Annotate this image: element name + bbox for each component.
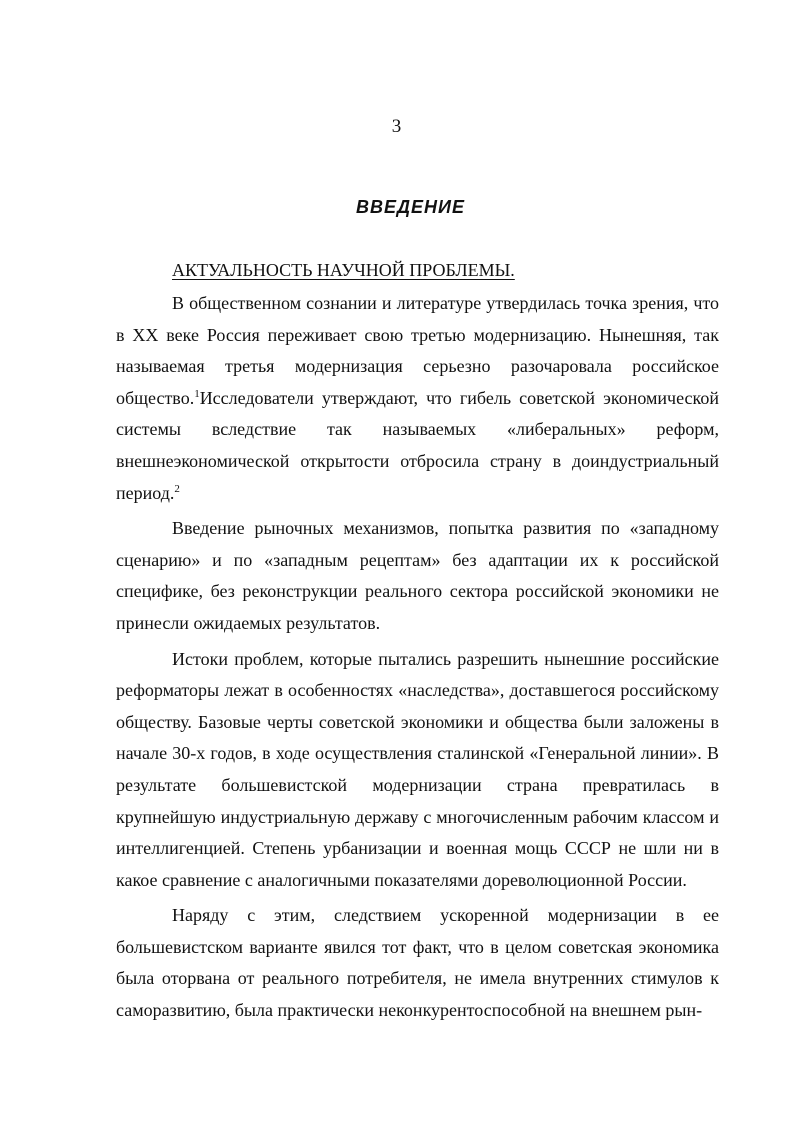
footnote-marker-2: 2 [174, 482, 180, 495]
page-number: 3 [391, 116, 402, 137]
page-heading: ВВЕДЕНИЕ [356, 197, 465, 217]
footnote-marker-1: 1 [194, 387, 200, 400]
paragraph-1 [116, 288, 719, 509]
paragraph-3: Истоки проблем, которые пытались разрешить нынешние российские реформаторы лежат в особенностях «наследства», доставшегося российскому обществу. Базовые черты советской экономики и общества были заложены в начале 30-х годов, в ходе осуществления сталинской «Генеральной линии». В результате большевистской модернизации страна превратилась в крупнейшую индустриальную державу с многочисленным рабочим классом и интеллигенцией. Степень урбанизации и военная мощь СССР не шли ни в какое сравнение с аналогичными показателями дореволюционной России. [116, 648, 719, 890]
paragraph-4: Наряду с этим, следствием ускоренной модернизации в ее большевистском варианте явился тот факт, что в целом советская экономика была оторвана от реального потребителя, не имела внутренних стимулов к саморазвитию, была практически неконкурентоспособной на внешнем рын- [116, 905, 719, 1021]
body-text [116, 288, 719, 1027]
section-title: АКТУАЛЬНОСТЬ НАУЧНОЙ ПРОБЛЕМЫ. [172, 260, 515, 280]
paragraph-1-part-2: Исследователи утверждают, что гибель советской экономической системы вследствие так называемых «либеральных» реформ, внешнеэкономической открытости отбросила страну в доиндустриальный период. [116, 387, 719, 503]
paragraph-1-part-1: В общественном сознании и литературе утвердилась точка зрения, что в XX веке Россия переживает свою третью модернизацию. Нынешняя, так называемая третья модернизация серьезно разочаровала российское общество. [116, 293, 719, 408]
paragraph-2: Введение рыночных механизмов, попытка развития по «западному сценарию» и по «западным рецептам» без адаптации их к российской специфике, без реконструкции реального сектора российской экономики не принесли ожидаемых результатов. [116, 518, 719, 633]
